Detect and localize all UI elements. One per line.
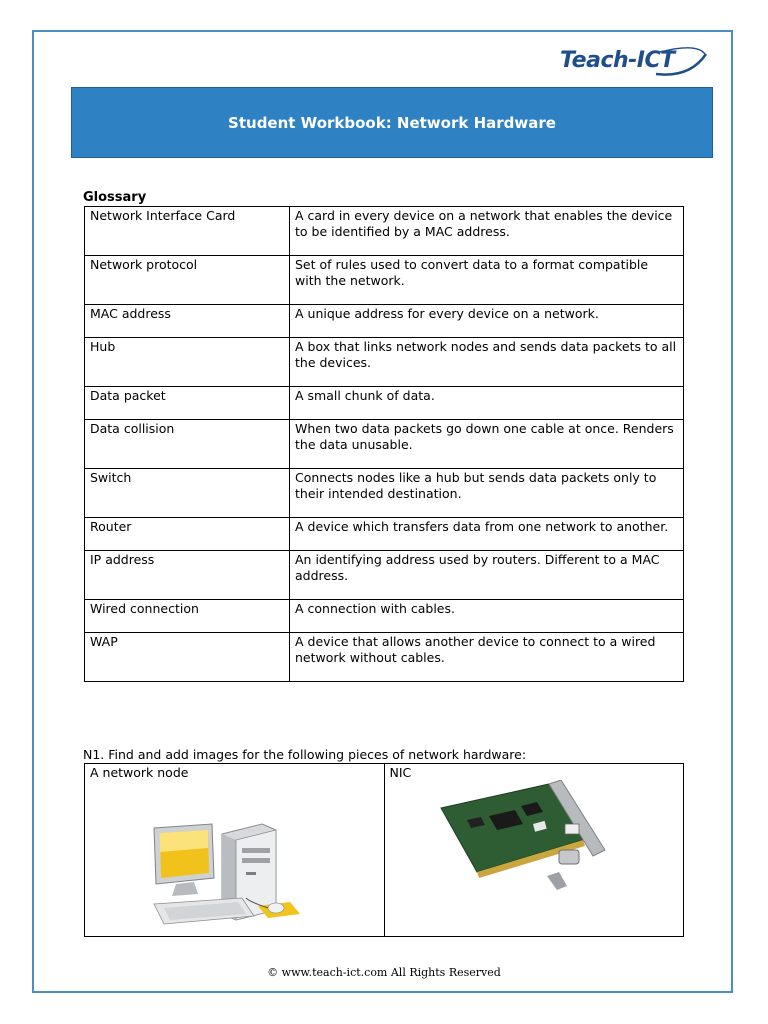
glossary-term: WAP xyxy=(85,633,290,682)
glossary-term: Network protocol xyxy=(85,256,290,305)
glossary-definition: An identifying address used by routers. Different to a MAC address. xyxy=(290,551,684,600)
glossary-heading: Glossary xyxy=(83,190,147,205)
glossary-definition: A connection with cables. xyxy=(290,600,684,633)
glossary-row xyxy=(85,338,684,387)
glossary-term: MAC address xyxy=(85,305,290,338)
glossary-row xyxy=(85,305,684,338)
glossary-term: Switch xyxy=(85,469,290,518)
glossary-row xyxy=(85,207,684,256)
glossary-term: Network Interface Card xyxy=(85,207,290,256)
glossary-definition: A box that links network nodes and sends data packets to all the devices. xyxy=(290,338,684,387)
teach-ict-logo xyxy=(560,44,710,84)
glossary-definition: Connects nodes like a hub but sends data packets only to their intended destination. xyxy=(290,469,684,518)
logo-text: Teach-ICT xyxy=(560,48,675,73)
nic-label: NIC xyxy=(389,765,412,780)
copyright-footer: © www.teach-ict.com All Rights Reserved xyxy=(267,966,501,979)
glossary-definition: When two data packets go down one cable at once. Renders the data unusable. xyxy=(290,420,684,469)
glossary-definition: A card in every device on a network that enables the device to be identified by a MAC address. xyxy=(290,207,684,256)
glossary-row xyxy=(85,420,684,469)
page-title: Student Workbook: Network Hardware xyxy=(228,113,556,132)
glossary-definition: A device that allows another device to connect to a wired network without cables. xyxy=(290,633,684,682)
glossary-definition: A small chunk of data. xyxy=(290,387,684,420)
glossary-term: Hub xyxy=(85,338,290,387)
network-card-image xyxy=(437,780,612,903)
glossary-definition: A device which transfers data from one network to another. xyxy=(290,518,684,551)
glossary-table xyxy=(84,206,684,682)
glossary-term: Wired connection xyxy=(85,600,290,633)
glossary-term: Data collision xyxy=(85,420,290,469)
hardware-images-table xyxy=(84,763,684,937)
glossary-definition: Set of rules used to convert data to a format compatible with the network. xyxy=(290,256,684,305)
glossary-row xyxy=(85,633,684,682)
glossary-term: Router xyxy=(85,518,290,551)
glossary-row xyxy=(85,600,684,633)
nic-cell xyxy=(384,764,684,937)
task-heading: N1. Find and add images for the following pieces of network hardware: xyxy=(83,747,527,762)
desktop-computer-image xyxy=(150,822,310,940)
glossary-row xyxy=(85,518,684,551)
network-node-cell xyxy=(85,764,385,937)
glossary-row xyxy=(85,256,684,305)
glossary-row xyxy=(85,387,684,420)
network-node-label: A network node xyxy=(90,765,189,780)
glossary-row xyxy=(85,469,684,518)
glossary-term: Data packet xyxy=(85,387,290,420)
glossary-term: IP address xyxy=(85,551,290,600)
glossary-definition: A unique address for every device on a network. xyxy=(290,305,684,338)
glossary-row xyxy=(85,551,684,600)
title-banner xyxy=(71,87,713,158)
